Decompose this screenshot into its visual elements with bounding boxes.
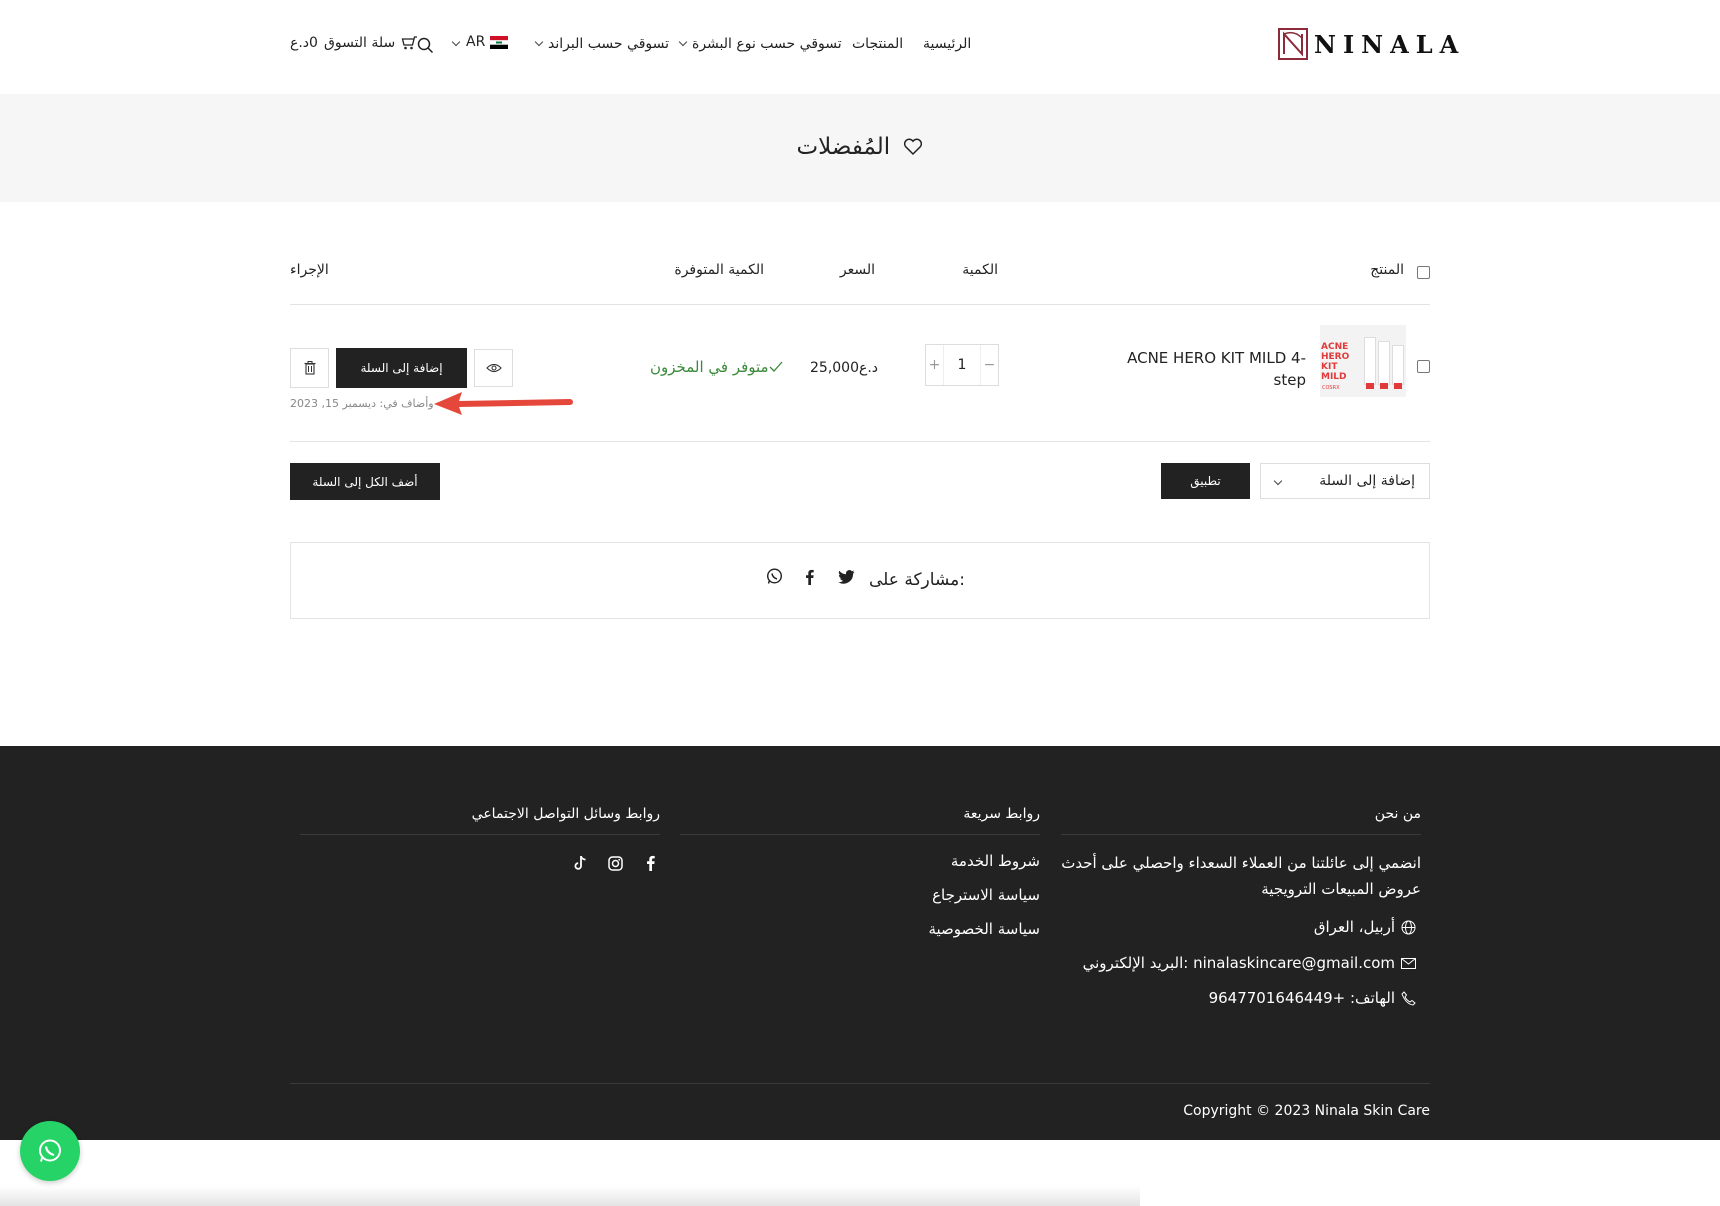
footer-about-line-2: عروض المبيعات الترويجية [1261,880,1421,898]
site-header [0,0,1720,94]
language-label: AR [466,34,486,50]
product-name[interactable]: ACNE HERO KIT MILD 4-step [1127,349,1306,389]
select-all-checkbox[interactable] [1417,266,1430,279]
facebook-icon[interactable] [805,569,814,585]
row-checkbox[interactable] [1417,360,1430,373]
heart-icon [903,138,923,156]
remove-button[interactable] [290,348,329,388]
tiktok-icon[interactable] [573,855,587,871]
facebook-icon[interactable] [646,855,655,871]
added-date: وأضاف في: ديسمبر 15, 2023 [290,397,434,410]
globe-icon [1401,920,1416,935]
quantity-stepper [925,344,999,386]
footer-about-heading: من نحن [1374,806,1421,822]
footer-link-privacy[interactable]: سياسة الخصوصية [928,920,1040,938]
quantity-decrease-button[interactable]: − [983,357,996,373]
footer-divider [1061,834,1421,835]
page-title-wrap [0,134,1720,160]
nav-by-skin-type[interactable] [680,36,842,52]
thumb-text: ACNE HERO KIT MILD [1321,342,1350,382]
flag-iraq-icon [490,36,508,49]
footer-email[interactable] [1083,954,1416,972]
footer-divider [300,834,660,835]
whatsapp-float-button[interactable] [20,1121,80,1181]
add-to-cart-button[interactable]: إضافة إلى السلة [336,348,467,388]
col-header-product: المنتج [1370,262,1404,278]
footer-phone-text: الهاتف: +9647701646449 [1208,989,1395,1007]
stock-status-label: متوفر في المخزون [650,358,769,376]
logo-text: NINALA [1314,29,1466,59]
footer-location-text: أربيل، العراق [1313,918,1395,936]
mail-icon [1401,958,1416,969]
language-switcher[interactable] [453,34,508,50]
product-price: 25,000د.ع [810,360,879,376]
apply-button[interactable]: تطبيق [1161,463,1250,499]
bulk-action-value: إضافة إلى السلة [1319,473,1415,489]
nav-by-skin-type-label: تسوقي حسب نوع البشرة [692,36,842,52]
eye-icon [486,363,502,373]
thumb-bottle [1364,337,1376,385]
col-header-stock: الكمية المتوفرة [674,262,764,278]
footer-social-heading: روابط وسائل التواصل الاجتماعي [471,806,660,822]
footer-bottom-divider [290,1083,1430,1084]
quick-view-button[interactable] [474,349,513,387]
col-header-quantity: الكمية [962,262,998,278]
nav-products[interactable]: المنتجات [852,36,904,52]
logo-mark-icon [1278,28,1308,60]
stock-status [650,358,783,376]
footer-link-returns[interactable]: سياسة الاسترجاع [932,886,1040,904]
thumb-bottle [1392,345,1404,385]
product-thumbnail[interactable] [1320,325,1406,397]
cart-total: 0د.ع [290,35,318,51]
footer-link-terms[interactable]: شروط الخدمة [950,852,1040,870]
page-bottom-strip [0,1140,1720,1206]
whatsapp-icon [37,1138,63,1164]
col-header-price: السعر [839,262,875,278]
add-all-to-cart-button[interactable]: أضف الكل إلى السلة [290,463,440,500]
footer-email-text: البريد الإلكتروني: ninalaskincare@gmail.com [1082,954,1395,972]
footer-location [1314,918,1416,936]
quantity-increase-button[interactable]: + [928,357,941,373]
phone-icon [1401,991,1416,1006]
col-header-action: الإجراء [290,262,329,278]
site-footer [0,746,1720,1140]
footer-divider [680,834,1040,835]
nav-by-brand-label: تسوقي حسب البراند [548,36,670,52]
copyright: Copyright © 2023 Ninala Skin Care [1183,1103,1430,1119]
footer-about-text [1041,850,1421,902]
logo[interactable] [1278,26,1465,62]
chevron-down-icon [452,38,460,46]
chevron-down-icon [1274,477,1282,485]
cart-link[interactable] [290,35,418,51]
whatsapp-icon[interactable] [766,568,783,585]
footer-links-heading: روابط سريعة [963,806,1040,822]
thumb-cap [1366,383,1374,389]
twitter-icon[interactable] [838,570,855,584]
cart-label: سلة التسوق [323,35,396,51]
table-row-divider [290,441,1430,442]
quantity-input[interactable]: 1 [943,345,981,385]
footer-about-line-1: انضمي إلى عائلتنا من العملاء السعداء واحصلي على أحدث [1061,854,1421,872]
page-title: المُفضلات [796,134,891,160]
thumb-bottle [1378,341,1390,385]
cart-icon [401,35,418,51]
chevron-down-icon [679,38,687,46]
search-icon[interactable] [417,37,434,54]
chevron-down-icon [535,38,543,46]
thumb-cap [1380,383,1388,389]
thumb-cap [1394,383,1402,389]
bottom-shadow [0,1186,1140,1206]
thumb-brand: COSRX [1322,385,1340,391]
bulk-action-select[interactable] [1260,463,1430,499]
instagram-icon[interactable] [608,856,623,871]
nav-by-brand[interactable] [536,36,669,52]
share-box [290,542,1430,619]
trash-icon [304,361,316,375]
nav-home[interactable]: الرئيسية [923,36,972,52]
check-icon [769,361,783,373]
share-label: مشاركة على: [869,570,965,590]
annotation-arrow-icon [432,388,574,416]
footer-phone[interactable] [1209,989,1416,1007]
